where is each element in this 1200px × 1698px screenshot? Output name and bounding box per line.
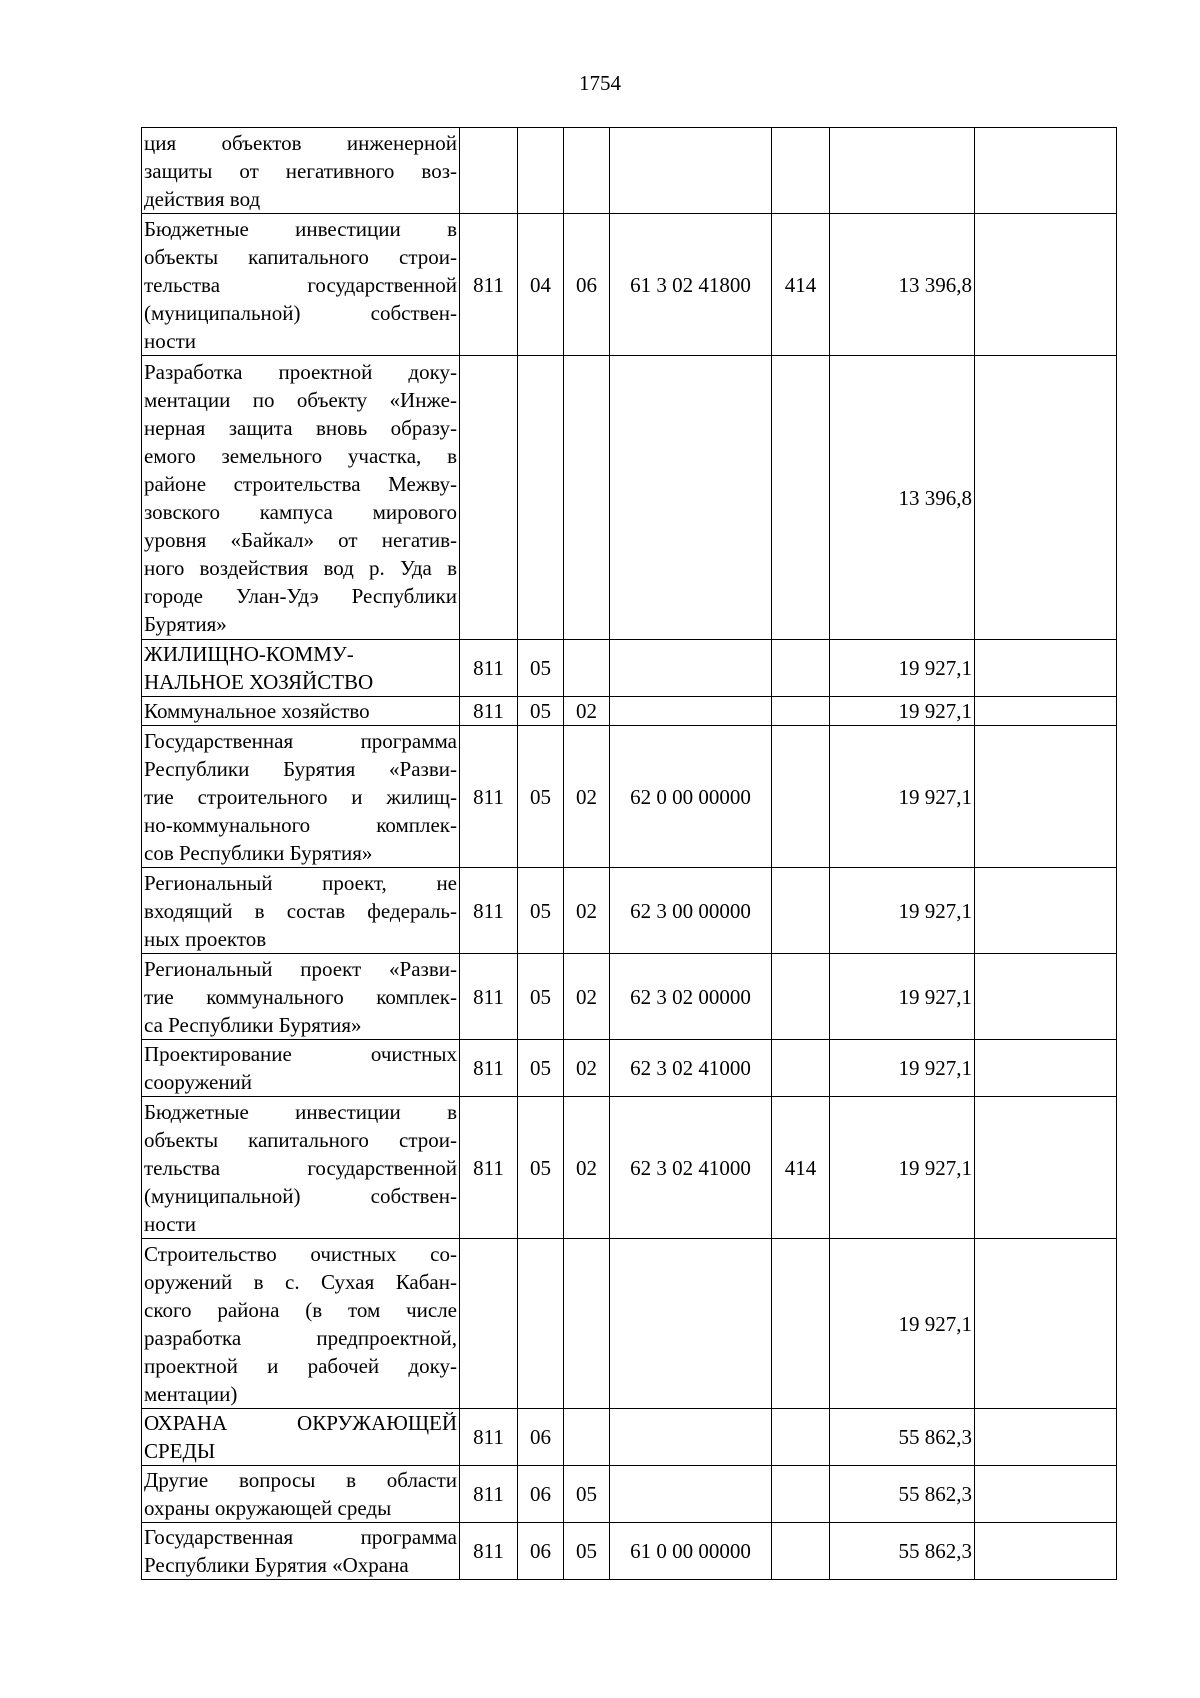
row-name-line: Строительство очистных со- xyxy=(144,1241,457,1266)
subsection-code-cell: 02 xyxy=(564,1097,610,1239)
target-code-cell xyxy=(610,1239,772,1409)
section-code-cell: 05 xyxy=(518,697,564,726)
row-name-line: са Республики Бурятия» xyxy=(144,1012,362,1037)
section-code-cell: 05 xyxy=(518,1097,564,1239)
subsection-code-cell: 05 xyxy=(564,1523,610,1580)
amount-cell: 13 396,8 xyxy=(830,356,975,640)
admin-code-cell xyxy=(460,356,518,640)
admin-code-cell: 811 xyxy=(460,726,518,868)
empty-cell xyxy=(975,1239,1117,1409)
row-name-line: ция объектов инженерной xyxy=(144,130,457,155)
row-name-line: сов Республики Бурятия» xyxy=(144,840,373,865)
admin-code-cell: 811 xyxy=(460,1466,518,1523)
amount-cell: 19 927,1 xyxy=(830,868,975,954)
amount-cell xyxy=(830,128,975,214)
target-code-cell: 62 3 00 00000 xyxy=(610,868,772,954)
row-name-line: Государственная программа xyxy=(144,1525,457,1549)
expense-type-cell xyxy=(772,726,830,868)
amount-cell: 13 396,8 xyxy=(830,214,975,356)
row-name-line: (муниципальной) собствен- xyxy=(144,300,457,325)
row-name-line: зовского кампуса мирового xyxy=(144,499,457,524)
row-name-line: уровня «Байкал» от негатив- xyxy=(144,527,457,552)
expense-type-cell xyxy=(772,697,830,726)
row-name xyxy=(142,214,460,356)
expense-type-cell: 414 xyxy=(772,1097,830,1239)
table-row xyxy=(142,356,1117,640)
admin-code-cell: 811 xyxy=(460,640,518,697)
row-name-line: Республики Бурятия «Разви- xyxy=(144,756,457,781)
target-code-cell: 62 3 02 41000 xyxy=(610,1040,772,1097)
target-code-cell: 62 3 02 41000 xyxy=(610,1097,772,1239)
table-row xyxy=(142,868,1117,954)
subsection-code-cell xyxy=(564,640,610,697)
row-name-line: районе строительства Межву- xyxy=(144,471,457,496)
row-name-line: Региональный проект «Разви- xyxy=(144,956,457,981)
row-name-line: сооружений xyxy=(144,1070,253,1094)
admin-code-cell xyxy=(460,1239,518,1409)
row-name-line: ментации по объекту «Инже- xyxy=(144,387,457,412)
admin-code-cell: 811 xyxy=(460,1523,518,1580)
row-name-line: оружений в с. Сухая Кабан- xyxy=(144,1269,457,1294)
section-code-cell: 05 xyxy=(518,640,564,697)
row-name-line: ного воздействия вод р. Уда в xyxy=(144,555,457,580)
row-name-line: городе Улан-Удэ Республики xyxy=(144,583,457,608)
table-row xyxy=(142,214,1117,356)
amount-cell: 55 862,3 xyxy=(830,1523,975,1580)
row-name-line: охраны окружающей среды xyxy=(144,1496,392,1520)
row-name-line: ментации) xyxy=(144,1381,238,1406)
empty-cell xyxy=(975,954,1117,1040)
admin-code-cell: 811 xyxy=(460,1409,518,1466)
row-name-line: тие строительного и жилищ- xyxy=(144,784,457,809)
expense-type-cell xyxy=(772,356,830,640)
admin-code-cell: 811 xyxy=(460,214,518,356)
section-code-cell: 05 xyxy=(518,954,564,1040)
subsection-code-cell xyxy=(564,1239,610,1409)
expense-type-cell xyxy=(772,640,830,697)
target-code-cell xyxy=(610,356,772,640)
empty-cell xyxy=(975,128,1117,214)
target-code-cell: 62 3 02 00000 xyxy=(610,954,772,1040)
expense-type-cell xyxy=(772,1239,830,1409)
subsection-code-cell: 02 xyxy=(564,1040,610,1097)
section-code-cell: 04 xyxy=(518,214,564,356)
target-code-cell xyxy=(610,1409,772,1466)
empty-cell xyxy=(975,868,1117,954)
admin-code-cell: 811 xyxy=(460,1040,518,1097)
row-name-line: нерная защита вновь образу- xyxy=(144,415,457,440)
subsection-code-cell xyxy=(564,128,610,214)
row-name-line: Региональный проект, не xyxy=(144,870,457,895)
row-name xyxy=(142,868,460,954)
section-code-cell: 06 xyxy=(518,1409,564,1466)
section-code-cell: 05 xyxy=(518,868,564,954)
row-name-line: объекты капитального строи- xyxy=(144,244,457,269)
section-code-cell: 06 xyxy=(518,1466,564,1523)
empty-cell xyxy=(975,1040,1117,1097)
target-code-cell: 61 0 00 00000 xyxy=(610,1523,772,1580)
row-name-line: НАЛЬНОЕ ХОЗЯЙСТВО xyxy=(144,670,374,694)
amount-cell: 19 927,1 xyxy=(830,1040,975,1097)
amount-cell: 19 927,1 xyxy=(830,726,975,868)
row-name xyxy=(142,640,460,697)
table-row xyxy=(142,1409,1117,1466)
empty-cell xyxy=(975,726,1117,868)
subsection-code-cell xyxy=(564,356,610,640)
admin-code-cell: 811 xyxy=(460,868,518,954)
expense-type-cell xyxy=(772,128,830,214)
amount-cell: 19 927,1 xyxy=(830,697,975,726)
table-row xyxy=(142,1466,1117,1523)
row-name-line: Разработка проектной доку- xyxy=(144,359,457,384)
empty-cell xyxy=(975,214,1117,356)
target-code-cell xyxy=(610,128,772,214)
table-row xyxy=(142,1523,1117,1580)
table-row xyxy=(142,726,1117,868)
target-code-cell xyxy=(610,697,772,726)
row-name-line: Коммунальное хозяйство xyxy=(144,699,370,723)
table-body xyxy=(142,128,1117,1580)
empty-cell xyxy=(975,640,1117,697)
section-code-cell: 06 xyxy=(518,1523,564,1580)
row-name-line: СРЕДЫ xyxy=(144,1439,216,1463)
row-name xyxy=(142,1239,460,1409)
subsection-code-cell: 06 xyxy=(564,214,610,356)
row-name xyxy=(142,128,460,214)
admin-code-cell: 811 xyxy=(460,1097,518,1239)
row-name-line: входящий в состав федераль- xyxy=(144,898,457,923)
row-name xyxy=(142,1097,460,1239)
row-name xyxy=(142,1523,460,1580)
admin-code-cell: 811 xyxy=(460,954,518,1040)
expense-type-cell xyxy=(772,868,830,954)
row-name-line: ОХРАНА ОКРУЖАЮЩЕЙ xyxy=(144,1411,457,1435)
admin-code-cell xyxy=(460,128,518,214)
table-row xyxy=(142,1097,1117,1239)
row-name-line: тие коммунального комплек- xyxy=(144,984,457,1009)
row-name-line: объекты капитального строи- xyxy=(144,1127,457,1152)
amount-cell: 19 927,1 xyxy=(830,640,975,697)
row-name-line: ЖИЛИЩНО-КОММУ- xyxy=(144,642,354,666)
empty-cell xyxy=(975,1466,1117,1523)
row-name xyxy=(142,356,460,640)
row-name-line: защиты от негативного воз- xyxy=(144,158,457,183)
table-row xyxy=(142,640,1117,697)
amount-cell: 55 862,3 xyxy=(830,1466,975,1523)
target-code-cell xyxy=(610,640,772,697)
target-code-cell: 61 3 02 41800 xyxy=(610,214,772,356)
section-code-cell xyxy=(518,356,564,640)
section-code-cell: 05 xyxy=(518,1040,564,1097)
subsection-code-cell: 02 xyxy=(564,868,610,954)
page-number: 1754 xyxy=(579,71,621,95)
section-code-cell: 05 xyxy=(518,726,564,868)
empty-cell xyxy=(975,1523,1117,1580)
expense-type-cell xyxy=(772,954,830,1040)
row-name-line: Бюджетные инвестиции в xyxy=(144,1099,457,1124)
row-name-line: разработка предпроектной, xyxy=(144,1325,457,1350)
table-row xyxy=(142,1239,1117,1409)
subsection-code-cell: 02 xyxy=(564,697,610,726)
table-row xyxy=(142,697,1117,726)
expense-type-cell xyxy=(772,1523,830,1580)
subsection-code-cell xyxy=(564,1409,610,1466)
amount-cell: 19 927,1 xyxy=(830,1097,975,1239)
table-row xyxy=(142,954,1117,1040)
row-name-line: Республики Бурятия «Охрана xyxy=(144,1553,409,1577)
row-name-line: ности xyxy=(144,328,196,353)
row-name xyxy=(142,954,460,1040)
row-name-line: Бурятия» xyxy=(144,611,227,636)
row-name-line: ского района (в том числе xyxy=(144,1297,457,1322)
empty-cell xyxy=(975,697,1117,726)
subsection-code-cell: 02 xyxy=(564,954,610,1040)
row-name-line: тельства государственной xyxy=(144,1155,457,1180)
row-name-line: тельства государственной xyxy=(144,272,457,297)
row-name xyxy=(142,1409,460,1466)
empty-cell xyxy=(975,356,1117,640)
table-row xyxy=(142,1040,1117,1097)
row-name-line: ных проектов xyxy=(144,926,267,951)
row-name-line: Государственная программа xyxy=(144,728,457,753)
target-code-cell: 62 0 00 00000 xyxy=(610,726,772,868)
subsection-code-cell: 05 xyxy=(564,1466,610,1523)
row-name xyxy=(142,697,460,726)
row-name-line: емого земельного участка, в xyxy=(144,443,457,468)
row-name-line: Проектирование очистных xyxy=(144,1042,457,1066)
row-name-line: но-коммунального комплек- xyxy=(144,812,457,837)
row-name-line: действия вод xyxy=(144,186,261,211)
expense-type-cell xyxy=(772,1466,830,1523)
section-code-cell xyxy=(518,1239,564,1409)
row-name xyxy=(142,1466,460,1523)
subsection-code-cell: 02 xyxy=(564,726,610,868)
empty-cell xyxy=(975,1097,1117,1239)
admin-code-cell: 811 xyxy=(460,697,518,726)
amount-cell: 19 927,1 xyxy=(830,1239,975,1409)
row-name xyxy=(142,1040,460,1097)
expense-type-cell xyxy=(772,1040,830,1097)
row-name-line: (муниципальной) собствен- xyxy=(144,1183,457,1208)
expense-type-cell: 414 xyxy=(772,214,830,356)
budget-table xyxy=(141,127,1117,1580)
empty-cell xyxy=(975,1409,1117,1466)
expense-type-cell xyxy=(772,1409,830,1466)
row-name-line: ности xyxy=(144,1211,196,1236)
table-row xyxy=(142,128,1117,214)
row-name-line: Бюджетные инвестиции в xyxy=(144,216,457,241)
amount-cell: 19 927,1 xyxy=(830,954,975,1040)
target-code-cell xyxy=(610,1466,772,1523)
section-code-cell xyxy=(518,128,564,214)
row-name-line: Другие вопросы в области xyxy=(144,1468,457,1492)
row-name-line: проектной и рабочей доку- xyxy=(144,1353,457,1378)
amount-cell: 55 862,3 xyxy=(830,1409,975,1466)
row-name xyxy=(142,726,460,868)
